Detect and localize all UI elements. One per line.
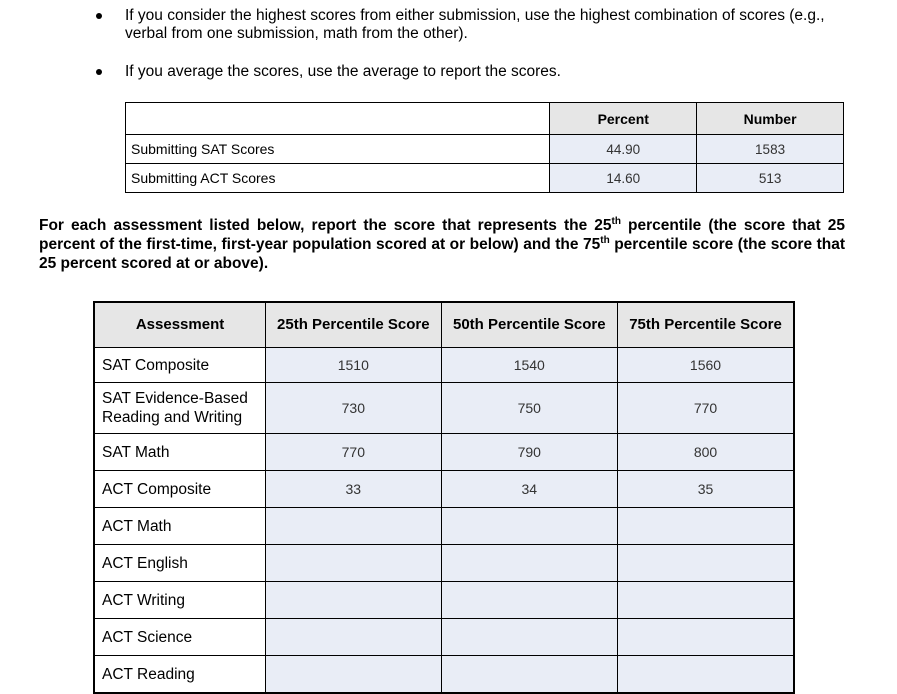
row-label: ACT Writing xyxy=(94,582,266,619)
row-label: ACT Reading xyxy=(94,656,266,694)
p75-field[interactable] xyxy=(618,619,794,656)
superscript: th xyxy=(600,234,610,246)
number-field[interactable]: 513 xyxy=(697,164,844,193)
assessment-table xyxy=(93,301,795,694)
bullet-dot-icon xyxy=(96,13,102,19)
p25-field[interactable]: 770 xyxy=(266,434,441,471)
p50-field[interactable] xyxy=(441,508,617,545)
p25-field[interactable]: 730 xyxy=(266,383,441,434)
superscript: th xyxy=(611,215,621,227)
p50-field[interactable]: 1540 xyxy=(441,348,617,383)
row-label: SAT Evidence-Based Reading and Writing xyxy=(94,383,266,434)
p50-field[interactable] xyxy=(441,656,617,694)
p50-field[interactable]: 750 xyxy=(441,383,617,434)
p75-field[interactable] xyxy=(618,656,794,694)
table-header-row xyxy=(94,302,794,348)
row-label: SAT Composite xyxy=(94,348,266,383)
table-row xyxy=(126,135,844,164)
table-row xyxy=(94,348,794,383)
bullet-text: If you consider the highest scores from either submission, use the highest combination of scores (e.g., verbal from one submission, math from the other). xyxy=(125,7,825,42)
table-header-number: Number xyxy=(697,103,844,135)
p75-field[interactable]: 770 xyxy=(618,383,794,434)
bullet-dot-icon xyxy=(96,69,102,75)
table-row xyxy=(94,656,794,694)
percent-field[interactable]: 14.60 xyxy=(550,164,697,193)
table-header-p50: 50th Percentile Score xyxy=(441,302,617,348)
table-header-blank xyxy=(126,103,550,135)
table-row xyxy=(94,545,794,582)
table-row xyxy=(94,582,794,619)
row-label: ACT Composite xyxy=(94,471,266,508)
p25-field[interactable]: 1510 xyxy=(266,348,441,383)
p25-field[interactable] xyxy=(266,619,441,656)
row-label: Submitting ACT Scores xyxy=(126,164,550,193)
p75-field[interactable]: 1560 xyxy=(618,348,794,383)
table-header-p75: 75th Percentile Score xyxy=(618,302,794,348)
p25-field[interactable]: 33 xyxy=(266,471,441,508)
p25-field[interactable] xyxy=(266,545,441,582)
table-row xyxy=(94,434,794,471)
instruction-paragraph xyxy=(39,216,845,273)
table-row xyxy=(94,508,794,545)
table-row xyxy=(126,164,844,193)
table-row xyxy=(94,471,794,508)
bullet-item xyxy=(125,63,865,81)
p75-field[interactable] xyxy=(618,582,794,619)
number-field[interactable]: 1583 xyxy=(697,135,844,164)
table-header-percent: Percent xyxy=(550,103,697,135)
row-label: SAT Math xyxy=(94,434,266,471)
row-label: ACT Math xyxy=(94,508,266,545)
table-header-p25: 25th Percentile Score xyxy=(266,302,441,348)
p50-field[interactable]: 34 xyxy=(441,471,617,508)
p75-field[interactable]: 800 xyxy=(618,434,794,471)
p25-field[interactable] xyxy=(266,656,441,694)
table-header-assessment: Assessment xyxy=(94,302,266,348)
instruction-text: percentile (the score that 25 percent of the first-time, first-year population scored at or below) and the 75 xyxy=(39,217,845,253)
p75-field[interactable]: 35 xyxy=(618,471,794,508)
p50-field[interactable] xyxy=(441,582,617,619)
submission-table xyxy=(125,102,844,193)
p50-field[interactable] xyxy=(441,545,617,582)
p25-field[interactable] xyxy=(266,582,441,619)
bullet-text: If you average the scores, use the average to report the scores. xyxy=(125,63,561,80)
p75-field[interactable] xyxy=(618,545,794,582)
p75-field[interactable] xyxy=(618,508,794,545)
p50-field[interactable] xyxy=(441,619,617,656)
instruction-text: percentile score (the score that 25 percent scored at or above). xyxy=(39,236,845,272)
row-label: ACT Science xyxy=(94,619,266,656)
p25-field[interactable] xyxy=(266,508,441,545)
p50-field[interactable]: 790 xyxy=(441,434,617,471)
row-label: Submitting SAT Scores xyxy=(126,135,550,164)
bullet-item xyxy=(125,7,865,43)
table-row xyxy=(94,619,794,656)
row-label: ACT English xyxy=(94,545,266,582)
instruction-text: For each assessment listed below, report the score that represents the 25 xyxy=(39,217,612,234)
percent-field[interactable]: 44.90 xyxy=(550,135,697,164)
table-row xyxy=(94,383,794,434)
table-header-row xyxy=(126,103,844,135)
